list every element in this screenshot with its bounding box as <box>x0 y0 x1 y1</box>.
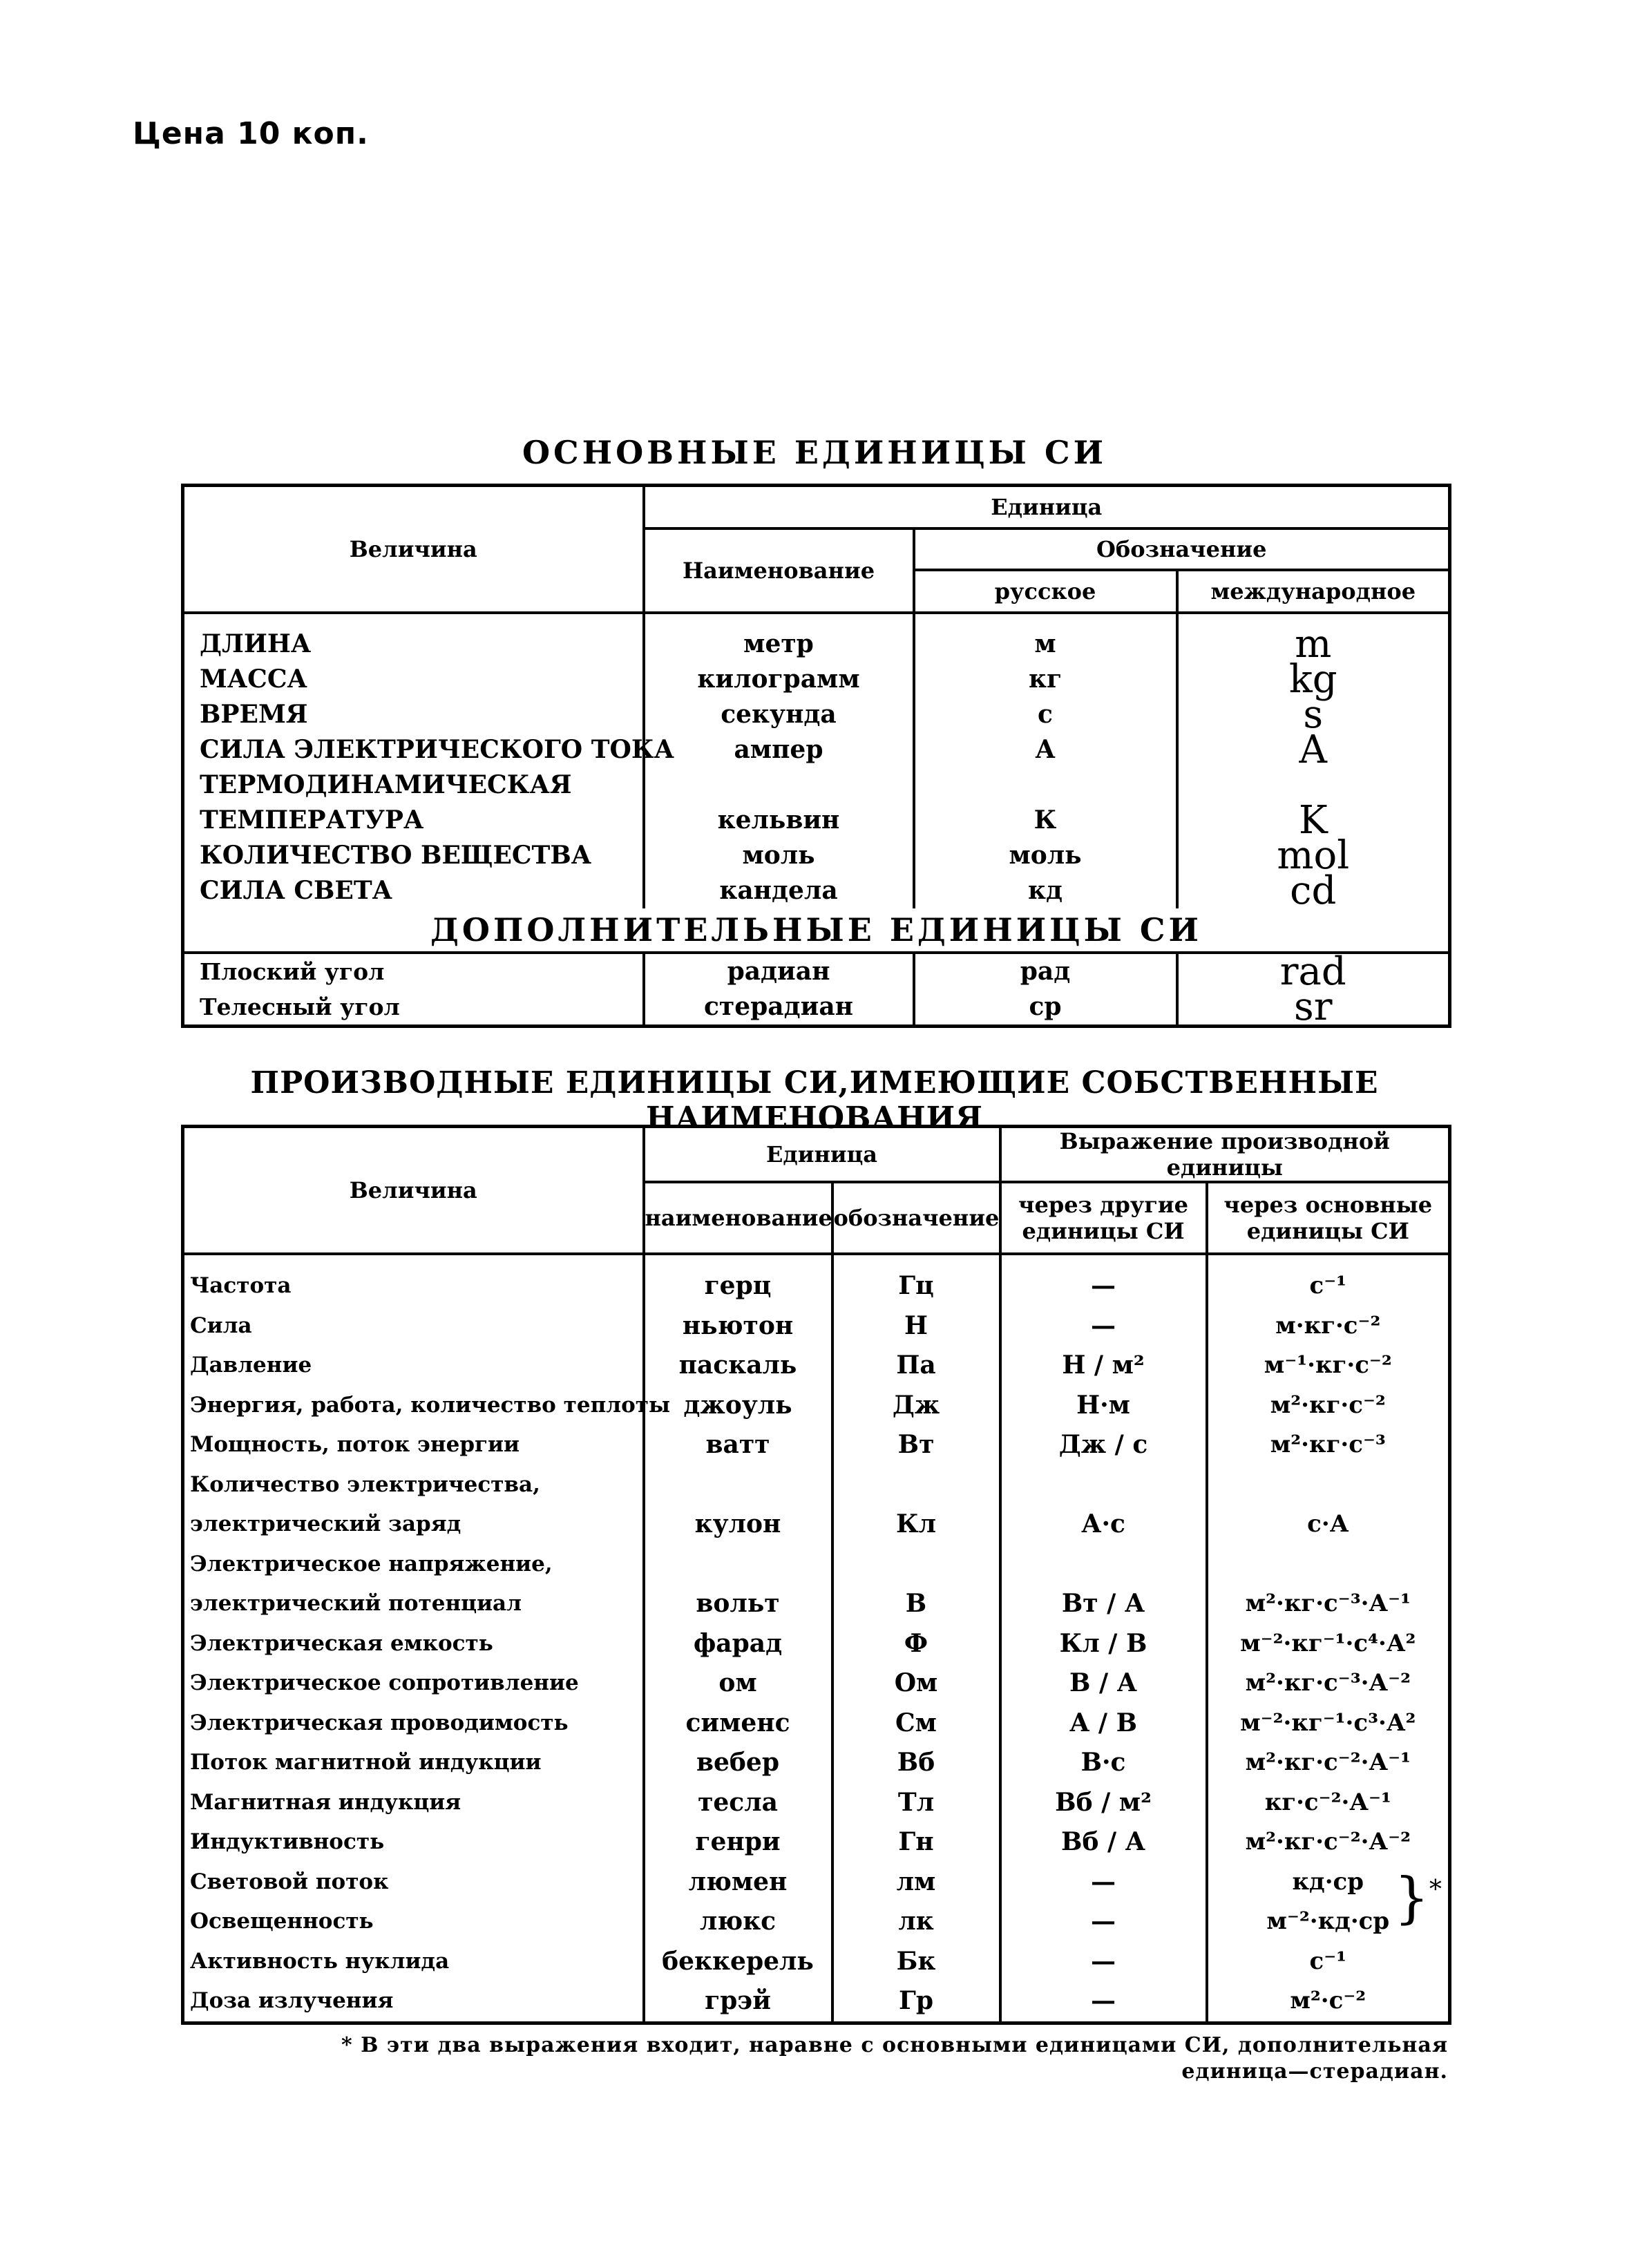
via-other-cell: Кл / В <box>1000 1624 1207 1664</box>
table-row <box>183 1902 1450 1942</box>
table-row <box>183 803 1450 838</box>
unit-symbol-cell: Гр <box>832 1981 1000 2023</box>
unit-name-cell: кулон <box>644 1505 832 1545</box>
derived-units-table <box>181 1125 1451 2025</box>
via-other-cell <box>1000 1545 1207 1585</box>
via-base-cell: с⁻¹ <box>1207 1942 1450 1982</box>
international-symbol-cell: cd <box>1177 873 1450 908</box>
table-row <box>183 838 1450 873</box>
quantity-cell: Частота <box>183 1254 644 1306</box>
table-row <box>183 1254 1450 1306</box>
via-base-cell: м²·кг·с⁻³·А⁻² <box>1207 1664 1450 1704</box>
unit-name-cell: беккерель <box>644 1942 832 1982</box>
quantity-cell: Поток магнитной индукции <box>183 1743 644 1783</box>
quantity-cell: СИЛА ЭЛЕКТРИЧЕСКОГО ТОКА <box>183 732 644 768</box>
international-symbol-cell: mol <box>1177 838 1450 873</box>
header-symbol: обозначение <box>832 1182 1000 1254</box>
via-other-cell: Вт / А <box>1000 1584 1207 1624</box>
unit-name-cell: радиан <box>644 953 914 989</box>
via-base-cell: м²·с⁻² <box>1207 1981 1450 2023</box>
via-other-cell: Дж / с <box>1000 1425 1207 1465</box>
via-base-cell: м²·кг·с⁻³·А⁻¹ <box>1207 1584 1450 1624</box>
via-other-cell: — <box>1000 1306 1207 1346</box>
international-symbol-cell: K <box>1177 803 1450 838</box>
footnote-bracket: }* <box>1394 1865 1442 1930</box>
unit-name-cell: секунда <box>644 697 914 732</box>
via-base-cell: м²·кг·с⁻³ <box>1207 1425 1450 1465</box>
footnote <box>181 2032 1448 2085</box>
russian-symbol-cell: ср <box>914 989 1177 1027</box>
unit-symbol-cell: Па <box>832 1346 1000 1386</box>
quantity-cell: Доза излучения <box>183 1981 644 2023</box>
unit-symbol-cell: лм <box>832 1862 1000 1903</box>
unit-name-cell: кандела <box>644 873 914 908</box>
via-other-cell: А / В <box>1000 1704 1207 1744</box>
via-other-cell: — <box>1000 1254 1207 1306</box>
quantity-cell: МАССА <box>183 662 644 697</box>
header-name: Наименование <box>644 528 914 613</box>
table-row <box>183 873 1450 908</box>
quantity-cell: Количество электричества, <box>183 1465 644 1505</box>
via-other-cell: — <box>1000 1862 1207 1903</box>
international-symbol-cell: A <box>1177 732 1450 768</box>
quantity-cell: ДЛИНА <box>183 613 644 662</box>
quantity-cell: Индуктивность <box>183 1822 644 1862</box>
base-units-table <box>181 484 1451 1028</box>
unit-symbol-cell: В <box>832 1584 1000 1624</box>
table-row <box>183 768 1450 803</box>
quantity-cell: Световой поток <box>183 1862 644 1903</box>
table-row <box>183 1425 1450 1465</box>
quantity-cell: Телесный угол <box>183 989 644 1027</box>
quantity-cell: Активность нуклида <box>183 1942 644 1982</box>
quantity-cell: Давление <box>183 1346 644 1386</box>
unit-name-cell <box>644 1465 832 1505</box>
international-symbol-cell: s <box>1177 697 1450 732</box>
unit-name-cell: вебер <box>644 1743 832 1783</box>
international-symbol-cell: m <box>1177 613 1450 662</box>
unit-name-cell: сименс <box>644 1704 832 1744</box>
footnote-line-1: * В эти два выражения входит, наравне с основными единицами СИ, дополнительная <box>341 2033 1448 2057</box>
via-base-cell: м·кг·с⁻² <box>1207 1306 1450 1346</box>
russian-symbol-cell: кд <box>914 873 1177 908</box>
unit-name-cell <box>644 768 914 803</box>
table-row <box>183 1942 1450 1982</box>
table-row <box>183 697 1450 732</box>
russian-symbol-cell: с <box>914 697 1177 732</box>
unit-name-cell: стерадиан <box>644 989 914 1027</box>
table-row <box>183 1584 1450 1624</box>
unit-symbol-cell: Бк <box>832 1942 1000 1982</box>
quantity-cell: Освещенность <box>183 1902 644 1942</box>
unit-symbol-cell: лк <box>832 1902 1000 1942</box>
quantity-cell: Электрическое напряжение, <box>183 1545 644 1585</box>
unit-symbol-cell: Гц <box>832 1254 1000 1306</box>
russian-symbol-cell: кг <box>914 662 1177 697</box>
supplementary-units-title: ДОПОЛНИТЕЛЬНЫЕ ЕДИНИЦЫ СИ <box>183 908 1450 953</box>
quantity-cell: Мощность, поток энергии <box>183 1425 644 1465</box>
via-base-cell: м²·кг·с⁻²·А⁻¹ <box>1207 1743 1450 1783</box>
via-base-cell <box>1207 1465 1450 1505</box>
price-label: Цена 10 коп. <box>133 116 369 151</box>
via-other-cell: Вб / м² <box>1000 1783 1207 1823</box>
via-base-cell: м⁻²·кг⁻¹·с⁴·А² <box>1207 1624 1450 1664</box>
via-other-cell <box>1000 1465 1207 1505</box>
unit-symbol-cell <box>832 1545 1000 1585</box>
quantity-cell: СИЛА СВЕТА <box>183 873 644 908</box>
via-other-cell: Вб / А <box>1000 1822 1207 1862</box>
unit-name-cell: герц <box>644 1254 832 1306</box>
via-base-cell: м⁻¹·кг·с⁻² <box>1207 1346 1450 1386</box>
via-base-cell <box>1207 1545 1450 1585</box>
unit-name-cell: люкс <box>644 1902 832 1942</box>
header-expression: Выражение производной единицы <box>1000 1127 1450 1183</box>
russian-symbol-cell: А <box>914 732 1177 768</box>
unit-symbol-cell: Гн <box>832 1822 1000 1862</box>
footnote-line-2: единица—стерадиан. <box>1181 2059 1448 2084</box>
international-symbol-cell <box>1177 768 1450 803</box>
unit-symbol-cell <box>832 1465 1000 1505</box>
table-row <box>183 1386 1450 1426</box>
table-row <box>183 1704 1450 1744</box>
unit-name-cell: тесла <box>644 1783 832 1823</box>
quantity-cell: ТЕМПЕРАТУРА <box>183 803 644 838</box>
via-base-cell: с⁻¹ <box>1207 1254 1450 1306</box>
unit-symbol-cell: Ф <box>832 1624 1000 1664</box>
unit-name-cell: джоуль <box>644 1386 832 1426</box>
unit-name-cell: ватт <box>644 1425 832 1465</box>
base-units-title: ОСНОВНЫЕ ЕДИНИЦЫ СИ <box>522 434 1107 471</box>
unit-name-cell: фарад <box>644 1624 832 1664</box>
quantity-cell: электрический потенциал <box>183 1584 644 1624</box>
quantity-cell: КОЛИЧЕСТВО ВЕЩЕСТВА <box>183 838 644 873</box>
russian-symbol-cell: рад <box>914 953 1177 989</box>
unit-symbol-cell: Кл <box>832 1505 1000 1545</box>
via-other-cell: А·с <box>1000 1505 1207 1545</box>
header-russian: русское <box>914 570 1177 613</box>
table-row <box>183 1783 1450 1823</box>
table-row <box>183 1624 1450 1664</box>
table-row <box>183 1664 1450 1704</box>
table-row <box>183 1743 1450 1783</box>
header-quantity: Величина <box>183 486 644 613</box>
via-base-cell: м⁻²·кг⁻¹·с³·А² <box>1207 1704 1450 1744</box>
via-base-cell: м²·кг·с⁻² <box>1207 1386 1450 1426</box>
international-symbol-cell: sr <box>1177 989 1450 1027</box>
unit-symbol-cell: Тл <box>832 1783 1000 1823</box>
unit-name-cell: паскаль <box>644 1346 832 1386</box>
header-unit: Единица <box>644 1127 1000 1183</box>
russian-symbol-cell <box>914 768 1177 803</box>
table-row <box>183 1465 1450 1505</box>
unit-name-cell: ом <box>644 1664 832 1704</box>
via-other-cell: — <box>1000 1942 1207 1982</box>
via-other-cell: — <box>1000 1981 1207 2023</box>
via-base-cell: м⁻²·кд·ср <box>1207 1902 1450 1942</box>
footnote-marker: * <box>1429 1876 1442 1904</box>
unit-name-cell: ампер <box>644 732 914 768</box>
table-row <box>183 1981 1450 2023</box>
russian-symbol-cell: моль <box>914 838 1177 873</box>
unit-symbol-cell: Ом <box>832 1664 1000 1704</box>
quantity-cell: Магнитная индукция <box>183 1783 644 1823</box>
header-international: международное <box>1177 570 1450 613</box>
via-base-cell: кг·с⁻²·А⁻¹ <box>1207 1783 1450 1823</box>
unit-symbol-cell: См <box>832 1704 1000 1744</box>
table-row <box>183 613 1450 662</box>
quantity-cell: Электрическая емкость <box>183 1624 644 1664</box>
header-designation: Обозначение <box>914 528 1450 570</box>
table-row <box>183 732 1450 768</box>
via-other-cell: Н·м <box>1000 1386 1207 1426</box>
international-symbol-cell: kg <box>1177 662 1450 697</box>
international-symbol-cell: rad <box>1177 953 1450 989</box>
unit-name-cell: люмен <box>644 1862 832 1903</box>
quantity-cell: Сила <box>183 1306 644 1346</box>
header-quantity: Величина <box>183 1127 644 1255</box>
via-base-cell: с·А <box>1207 1505 1450 1545</box>
quantity-cell: ВРЕМЯ <box>183 697 644 732</box>
unit-symbol-cell: Дж <box>832 1386 1000 1426</box>
russian-symbol-cell: К <box>914 803 1177 838</box>
quantity-cell: электрический заряд <box>183 1505 644 1545</box>
table-row <box>183 1505 1450 1545</box>
table-row <box>183 953 1450 989</box>
unit-symbol-cell: Вб <box>832 1743 1000 1783</box>
via-base-cell: кд·ср <box>1207 1862 1450 1903</box>
table-row <box>183 1862 1450 1903</box>
unit-name-cell: ньютон <box>644 1306 832 1346</box>
unit-symbol-cell: Вт <box>832 1425 1000 1465</box>
header-via-base: через основные единицы СИ <box>1207 1182 1450 1254</box>
unit-name-cell: вольт <box>644 1584 832 1624</box>
table-row <box>183 989 1450 1027</box>
via-other-cell: В·с <box>1000 1743 1207 1783</box>
supplementary-units-title-row <box>183 908 1450 953</box>
via-other-cell: В / А <box>1000 1664 1207 1704</box>
table-row <box>183 662 1450 697</box>
header-unit: Единица <box>644 486 1450 528</box>
quantity-cell: Плоский угол <box>183 953 644 989</box>
unit-name-cell: моль <box>644 838 914 873</box>
unit-name-cell: кельвин <box>644 803 914 838</box>
via-other-cell: — <box>1000 1902 1207 1942</box>
table-row <box>183 1306 1450 1346</box>
derived-units-title: ПРОИЗВОДНЫЕ ЕДИНИЦЫ СИ,ИМЕЮЩИЕ СОБСТВЕННЫЕ НАИМЕНОВАНИЯ <box>250 1065 1379 1136</box>
quantity-cell: Энергия, работа, количество теплоты <box>183 1386 644 1426</box>
header-name: наименование <box>644 1182 832 1254</box>
unit-symbol-cell: Н <box>832 1306 1000 1346</box>
quantity-cell: Электрическая проводимость <box>183 1704 644 1744</box>
via-base-cell: м²·кг·с⁻²·А⁻² <box>1207 1822 1450 1862</box>
table-row <box>183 1545 1450 1585</box>
header-via-other: через другие единицы СИ <box>1000 1182 1207 1254</box>
unit-name-cell: килограмм <box>644 662 914 697</box>
table-row <box>183 1822 1450 1862</box>
unit-name-cell: грэй <box>644 1981 832 2023</box>
quantity-cell: ТЕРМОДИНАМИЧЕСКАЯ <box>183 768 644 803</box>
unit-name-cell <box>644 1545 832 1585</box>
quantity-cell: Электрическое сопротивление <box>183 1664 644 1704</box>
unit-name-cell: генри <box>644 1822 832 1862</box>
table-row <box>183 1346 1450 1386</box>
via-other-cell: Н / м² <box>1000 1346 1207 1386</box>
unit-name-cell: метр <box>644 613 914 662</box>
russian-symbol-cell: м <box>914 613 1177 662</box>
